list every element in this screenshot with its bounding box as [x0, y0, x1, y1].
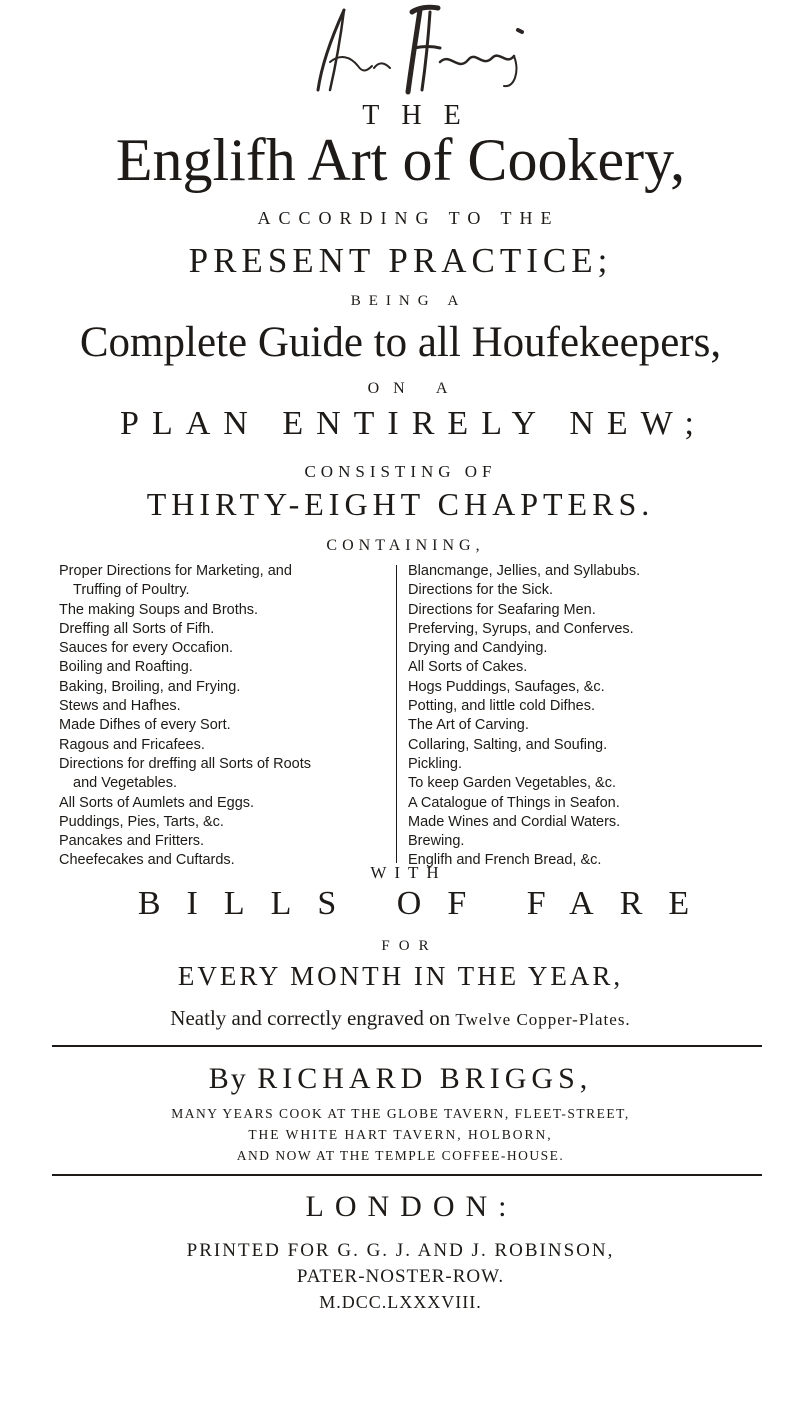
contents-item: Stews and Hafhes.	[59, 698, 181, 715]
engraved-plates: Twelve Copper-Plates.	[455, 1010, 631, 1029]
bills-with: WITH	[370, 863, 447, 882]
contents-item: Made Wines and Cordial Waters.	[408, 813, 621, 830]
contents-item: Pickling.	[408, 755, 462, 772]
contents-item: Ragous and Fricafees.	[59, 736, 205, 753]
contents-item: Collaring, Salting, and Soufing.	[408, 736, 608, 753]
subtitle-plan: PLAN ENTIRELY NEW;	[120, 405, 707, 442]
contents-item: Potting, and little cold Difhes.	[408, 698, 595, 715]
contents-left-column	[59, 562, 389, 871]
contents-item: To keep Garden Vegetables, &c.	[408, 775, 616, 792]
contents-item: Brewing.	[408, 833, 465, 850]
author-line	[0, 1062, 801, 1096]
author-credential-2: THE WHITE HART TAVERN, HOLBORN,	[248, 1127, 553, 1142]
subtitle-on-a: ON A	[367, 380, 462, 397]
divider-rule	[52, 1174, 762, 1176]
handwritten-signature	[300, 2, 530, 97]
imprint-printer: PRINTED FOR G. G. J. AND J. ROBINSON,	[186, 1240, 615, 1261]
contents-item: Made Difhes of every Sort.	[59, 717, 231, 734]
imprint-year: M.DCC.LXXXVIII.	[319, 1292, 482, 1312]
contents-item: Proper Directions for Marketing, and	[59, 563, 292, 579]
contents-item: Directions for the Sick.	[408, 582, 554, 599]
column-divider	[396, 565, 397, 863]
contents-item: All Sorts of Aumlets and Eggs.	[59, 794, 255, 811]
subtitle-complete-guide: Complete Guide to all Houfekeepers,	[79, 319, 722, 366]
author-by: By	[208, 1062, 248, 1095]
contents-item: Baking, Broiling, and Frying.	[59, 678, 241, 695]
main-title: Englifh Art of Cookery,	[115, 127, 686, 193]
bills-engraved	[0, 1006, 801, 1031]
contents-item: Sauces for every Occafion.	[59, 640, 234, 657]
engraved-prefix: Neatly and correctly engraved on	[170, 1006, 451, 1030]
subtitle-present-practice: PRESENT PRACTICE;	[188, 241, 613, 280]
subtitle-chapters: THIRTY-EIGHT CHAPTERS.	[146, 486, 655, 522]
title-the: THE	[362, 100, 483, 131]
contents-item: Directions for Seafaring Men.	[408, 601, 596, 618]
contents-item: and Vegetables.	[73, 775, 178, 792]
contents-heading: CONTAINING,	[326, 537, 485, 554]
bills-of-fare: BILLS OF FARE	[137, 885, 716, 922]
contents-item: Cheefecakes and Cuftards.	[59, 852, 235, 869]
contents-item: Preferving, Syrups, and Conferves.	[408, 620, 634, 637]
contents-item: Drying and Candying.	[408, 640, 548, 657]
imprint-city: LONDON:	[305, 1190, 518, 1223]
bills-every-month: EVERY MONTH IN THE YEAR,	[177, 961, 624, 991]
imprint-address: PATER-NOSTER-ROW.	[296, 1266, 505, 1287]
contents-item: A Catalogue of Things in Seafon.	[408, 794, 620, 811]
subtitle-consisting-of: CONSISTING OF	[304, 462, 497, 481]
bills-for: FOR	[381, 938, 438, 954]
contents-item: Directions for dreffing all Sorts of Roots	[59, 755, 311, 772]
contents-item: Boiling and Roafting.	[59, 659, 193, 676]
contents-item: Hogs Puddings, Saufages, &c.	[408, 678, 605, 695]
author-name: RICHARD BRIGGS,	[257, 1062, 593, 1095]
contents-item: Truffing of Poultry.	[73, 582, 190, 599]
contents-item: The Art of Carving.	[408, 717, 529, 734]
contents-item: Blancmange, Jellies, and Syllabubs.	[408, 563, 641, 579]
author-credential-1: MANY YEARS COOK AT THE GLOBE TAVERN, FLEET-STREET,	[171, 1106, 630, 1121]
contents-item: Dreffing all Sorts of Fifh.	[59, 620, 215, 637]
contents-item: Englifh and French Bread, &c.	[408, 852, 602, 869]
contents-item: All Sorts of Cakes.	[408, 659, 528, 676]
contents-item: Pancakes and Fritters.	[59, 833, 205, 850]
subtitle-according: ACCORDING TO THE	[257, 208, 560, 228]
contents-item: The making Soups and Broths.	[59, 601, 259, 618]
author-credential-3: AND NOW AT THE TEMPLE COFFEE-HOUSE.	[236, 1148, 565, 1163]
contents-right-column	[408, 562, 768, 871]
subtitle-being-a: BEING A	[350, 293, 467, 309]
divider-rule	[52, 1045, 762, 1047]
contents-item: Puddings, Pies, Tarts, &c.	[59, 813, 224, 830]
